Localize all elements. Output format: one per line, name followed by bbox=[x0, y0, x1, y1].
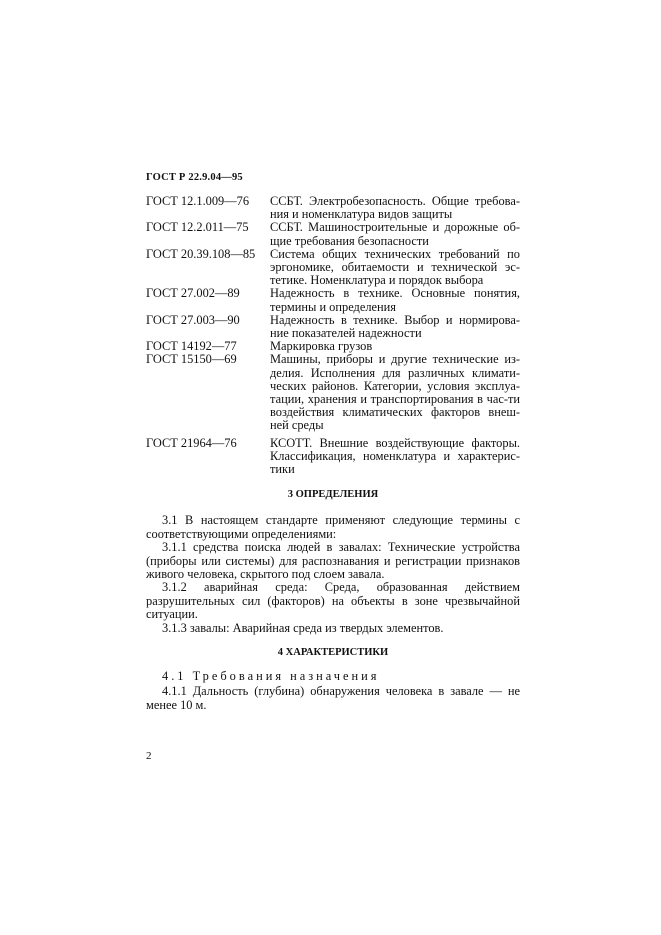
page-number: 2 bbox=[146, 750, 152, 762]
reference-title: Машины, приборы и другие технические из-делия. Исполнения для различных климати-ческих районов. Категории, условия эксплуа-тации, хранения и транспортирования в час-ти воздействия климатических факторов внеш-ней среды bbox=[270, 352, 520, 433]
reference-code: ГОСТ 12.1.009—76 bbox=[146, 194, 250, 208]
reference-item bbox=[146, 437, 520, 477]
reference-item bbox=[146, 314, 520, 340]
reference-item bbox=[146, 353, 520, 432]
reference-list bbox=[146, 195, 520, 476]
reference-title: КСОТТ. Внешние воздействующие факторы. Классификация, номенклатура и характерис-тики bbox=[270, 435, 520, 477]
paragraph-3-1: 3.1 В настоящем стандарте применяют следующие термины с соответствующими определениями: bbox=[146, 513, 520, 541]
reference-title: Надежность в технике. Выбор и нормирова-ние показателей надежности bbox=[270, 312, 520, 341]
reference-code: ГОСТ 21964—76 bbox=[146, 435, 237, 450]
paragraph-3-1-3: 3.1.3 завалы: Аварийная среда из твердых элементов. bbox=[162, 621, 444, 635]
document-header: ГОСТ Р 22.9.04—95 bbox=[146, 172, 243, 183]
section-3-title: 3 ОПРЕДЕЛЕНИЯ bbox=[287, 489, 379, 500]
paragraph-4-1-1: 4.1.1 Дальность (глубина) обнаружения человека в завале — не менее 10 м. bbox=[146, 684, 520, 712]
reference-title: ССБТ. Электробезопасность. Общие требова-ния и номенклатура видов защиты bbox=[270, 194, 520, 222]
section-4-title: 4 ХАРАКТЕРИСТИКИ bbox=[277, 647, 389, 658]
reference-title: Система общих технических требований по эргономике, обитаемости и технической эс-тетике. Номенклатура и порядок выбора bbox=[270, 246, 520, 288]
reference-item bbox=[146, 221, 520, 247]
reference-item bbox=[146, 195, 520, 221]
reference-title: Надежность в технике. Основные понятия, термины и определения bbox=[270, 286, 520, 314]
reference-item bbox=[146, 248, 520, 288]
reference-code: ГОСТ 27.002—89 bbox=[146, 286, 240, 301]
reference-code: ГОСТ 20.39.108—85 bbox=[146, 246, 256, 261]
paragraph-4-1: 4.1 Требования назначения bbox=[162, 669, 380, 683]
reference-code: ГОСТ 27.003—90 bbox=[146, 312, 240, 327]
reference-item bbox=[146, 287, 520, 313]
reference-code: ГОСТ 15150—69 bbox=[146, 352, 237, 367]
reference-code: ГОСТ 14192—77 bbox=[146, 339, 237, 354]
paragraph-3-1-1: 3.1.1 средства поиска людей в завалах: Технические устройства (приборы или системы) для распознавания и регистрации признаков живого человека, скрытого под слоем завала. bbox=[146, 540, 520, 582]
reference-code: ГОСТ 12.2.011—75 bbox=[146, 220, 249, 235]
reference-title: ССБТ. Машиностроительные и дорожные об-щие требования безопасности bbox=[270, 220, 520, 248]
reference-title: Маркировка грузов bbox=[270, 339, 373, 354]
paragraph-3-1-2: 3.1.2 аварийная среда: Среда, образованная действием разрушительных сил (факторов) на объекты в зоне чрезвычайной ситуации. bbox=[146, 580, 520, 622]
